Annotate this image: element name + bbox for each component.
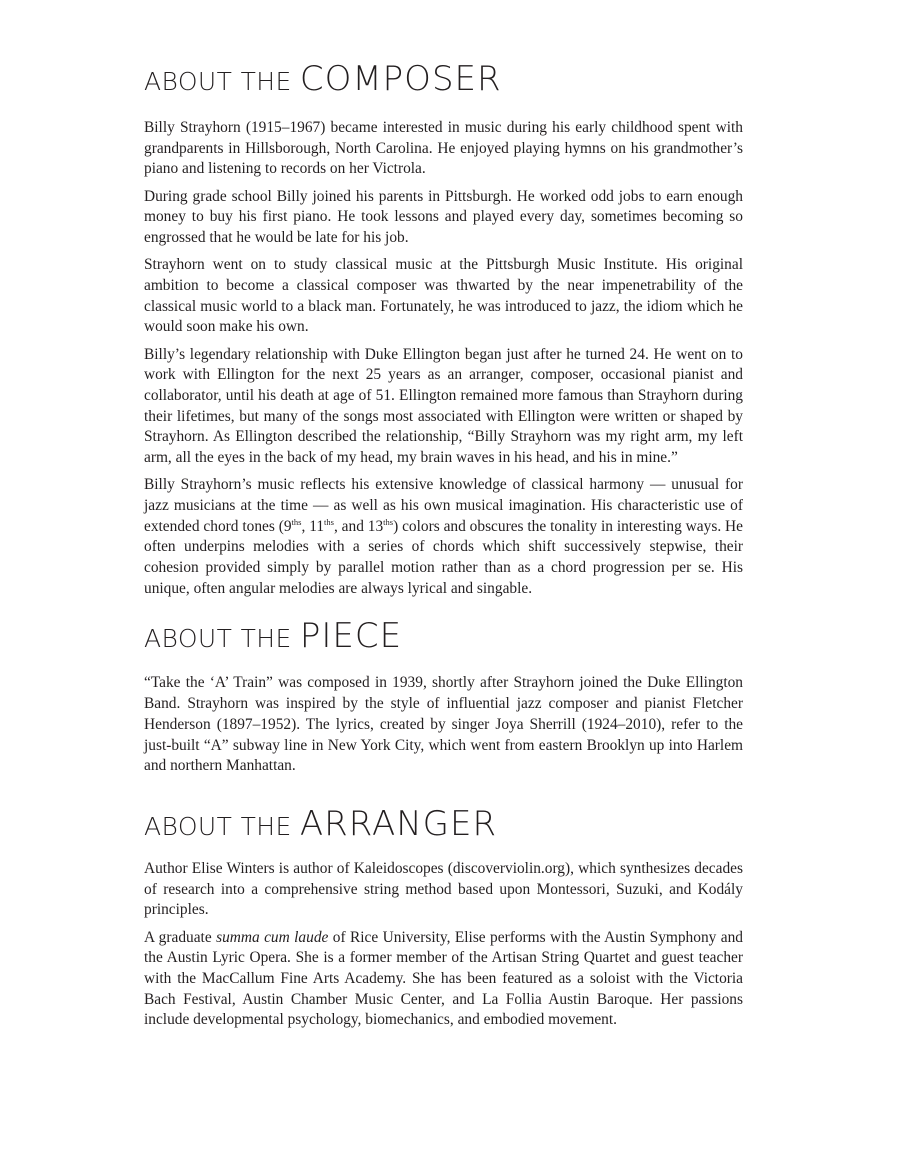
piece-heading-prefix: ABOUT THE <box>144 624 292 654</box>
about-the-piece-section <box>144 616 743 777</box>
arranger-paragraph-1: Author Elise Winters is author of Kaleidoscopes (discoverviolin.org), which synthesizes decades of research into a comprehensive string method based upon Montessori, Suzuki, and Kodály principles. <box>144 859 743 919</box>
composer-paragraph-1: Billy Strayhorn (1915–1967) became interested in music during his early childhood spent with grandparents in Hillsborough, North Carolina. He enjoyed playing hymns on his grandmother’s piano and listening to records on her Victrola. <box>144 119 743 178</box>
arranger-p2-italic: summa cum laude <box>216 928 329 946</box>
arranger-heading-title: ARRANGER <box>299 803 498 844</box>
about-the-composer-section <box>144 59 743 599</box>
arranger-p2-text-2: of Rice University, Elise performs with the Austin Symphony and the Austin Lyric Opera. She is a former member of the Artisan String Quartet and guest teacher with the MacCallum Fine Arts Academy. She has been featured as a soloist with the Victoria Bach Festival, Austin Chamber Music Center, and La Follia Austin Baroque. Her passions include developmental psychology, biomechanics, and embodied movement. <box>144 928 743 1029</box>
superscript-ths-13: ths <box>383 516 394 527</box>
composer-p5-text-2: , 11 <box>301 517 325 535</box>
arranger-heading <box>144 803 743 844</box>
composer-heading <box>144 59 743 99</box>
composer-heading-title: COMPOSER <box>299 59 502 99</box>
piece-paragraph-1: “Take the ‘A’ Train” was composed in 1939, shortly after Strayhorn joined the Duke Ellington Band. Strayhorn was inspired by the style of influential jazz composer and pianist Fletcher Henderson (1897–1952). The lyrics, created by singer Joya Sherrill (1924–2010), refer to the just-built “A” subway line in New York City, which went from eastern Brooklyn up into Harlem and northern Manhattan. <box>144 674 743 775</box>
composer-heading-prefix: ABOUT THE <box>144 67 292 96</box>
composer-paragraph-4: Billy’s legendary relationship with Duke Ellington began just after he turned 24. He went on to work with Ellington for the next 25 years as an arranger, composer, occasional pianist and collaborator, until his death at age of 51. Ellington remained more famous than Strayhorn during their lifetimes, but many of the songs most associated with Ellington were written or shaped by Strayhorn. As Ellington described the relationship, “Billy Strayhorn was my right arm, my left arm, all the eyes in the back of my head, my brain waves in his head, and his in mine.” <box>144 345 743 467</box>
superscript-ths-9: ths <box>291 516 302 527</box>
composer-p5-text-1: Billy Strayhorn’s music reflects his extensive knowledge of classical harmony — unusual for jazz musicians at the time — as well as his own musical imagination. His characteristic use of extended chord tones (9 <box>144 476 743 535</box>
composer-p5-text-3: , and 13 <box>333 517 384 535</box>
superscript-ths-11: ths <box>324 516 334 527</box>
composer-paragraph-3: Strayhorn went on to study classical music at the Pittsburgh Music Institute. His original ambition to become a classical composer was thwarted by the near impenetrability of the classical music world to a black man. Fortunately, he was introduced to jazz, the idiom which he would soon make his own. <box>144 256 743 336</box>
composer-paragraph-5 <box>144 475 743 599</box>
arranger-p2-text-1: A graduate <box>144 928 217 946</box>
arranger-heading-prefix: ABOUT THE <box>144 811 292 841</box>
arranger-paragraph-2 <box>144 928 743 1032</box>
about-the-arranger-section <box>144 803 743 1031</box>
composer-paragraph-2: During grade school Billy joined his parents in Pittsburgh. He worked odd jobs to earn enough money to buy his first piano. He took lessons and played every day, sometimes becoming so engrossed that he would be late for his job. <box>144 187 743 247</box>
composer-p5-text-4: ) colors and obscures the tonality in interesting ways. He often underpins melodies with a series of chords which shift successively stepwise, their cohesion provided simply by parallel motion rather than as a chord progression per se. His unique, often angular melodies are always lyrical and singable. <box>144 517 743 597</box>
piece-heading <box>144 616 743 657</box>
piece-heading-title: PIECE <box>299 616 403 657</box>
page <box>144 59 743 1038</box>
